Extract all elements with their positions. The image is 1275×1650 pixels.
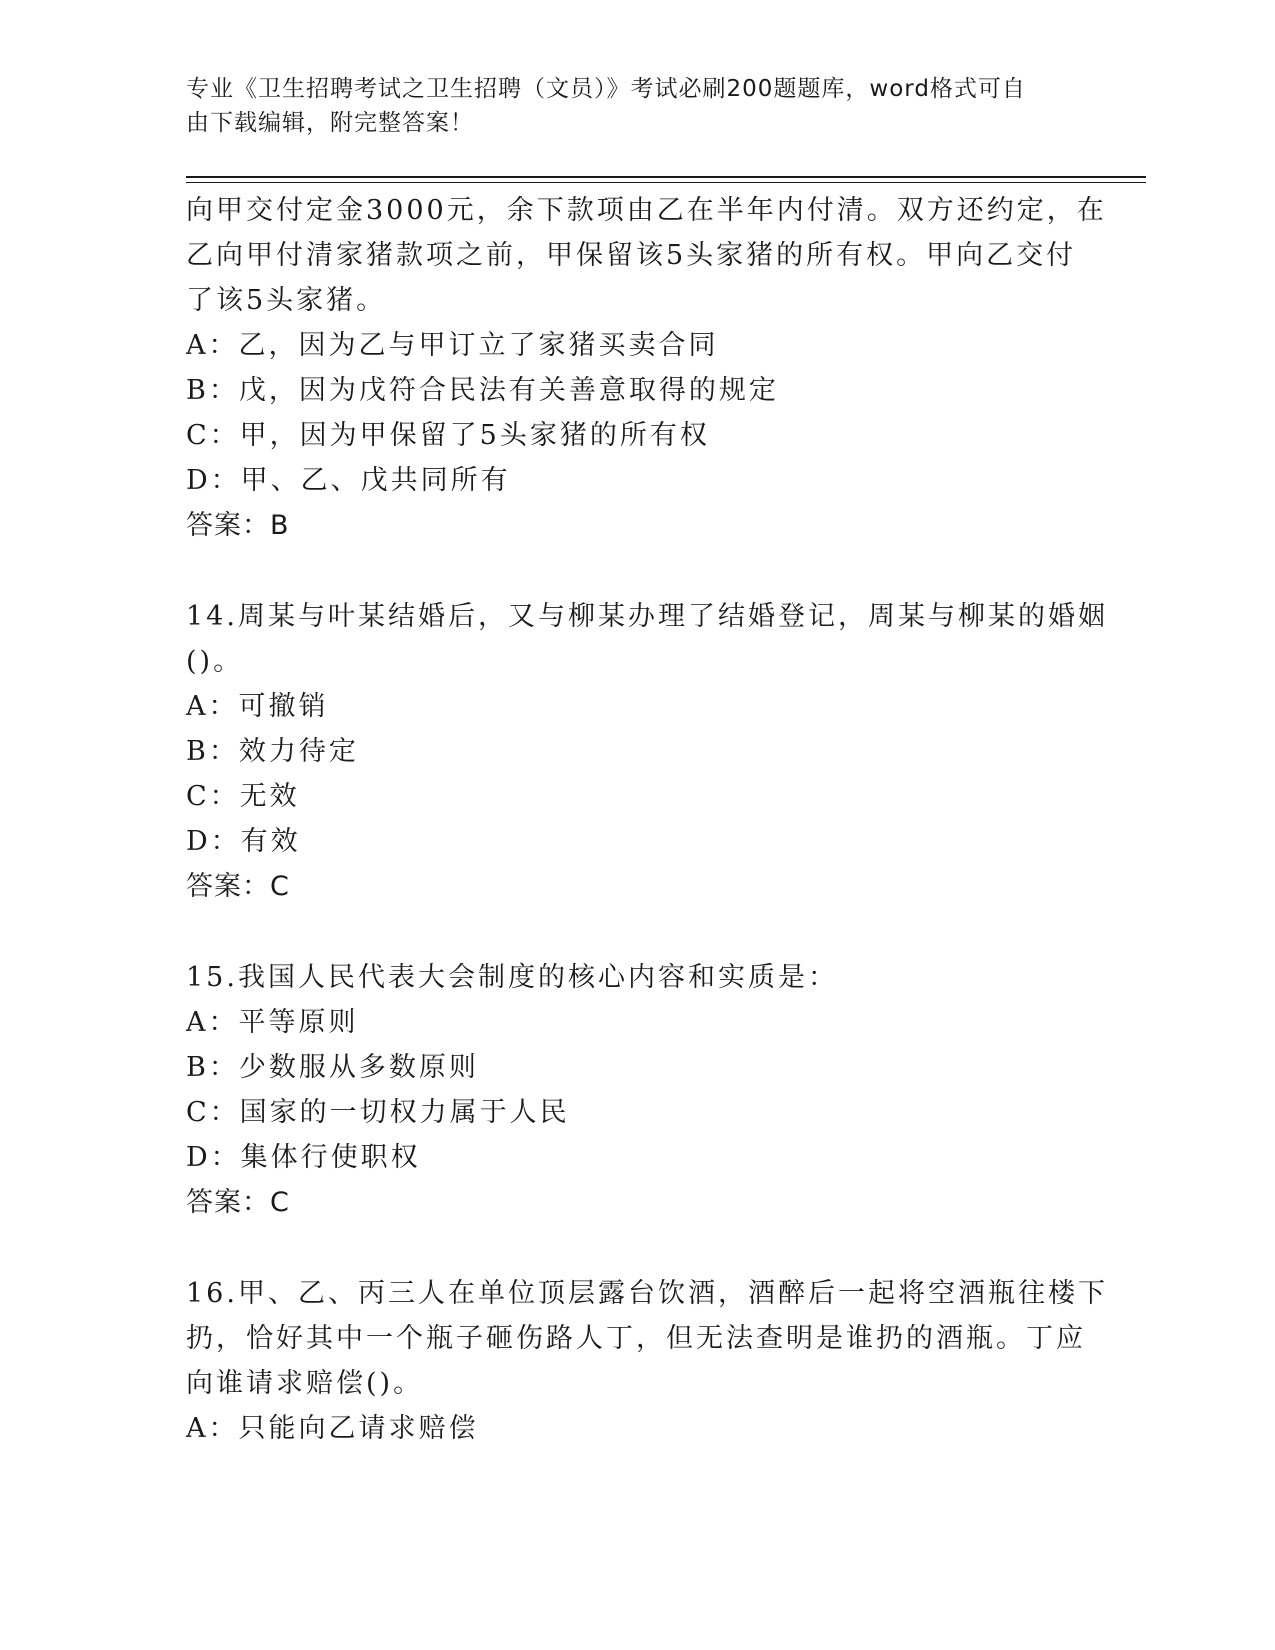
question-stem-line: 16.甲、乙、丙三人在单位顶层露台饮酒，酒醉后一起将空酒瓶往楼下 (186, 1278, 1108, 1309)
option-c: C：国家的一切权力属于人民 (186, 1097, 570, 1128)
answer-label: 答案：B (186, 510, 290, 541)
question-stem-line: 扔，恰好其中一个瓶子砸伤路人丁，但无法查明是谁扔的酒瓶。丁应 (186, 1323, 1086, 1354)
option-a: A：可撤销 (186, 691, 329, 722)
question-16 (186, 1271, 1108, 1451)
question-stem-line: ()。 (186, 646, 244, 677)
option-b: B：少数服从多数原则 (186, 1052, 479, 1083)
option-d: D：集体行使职权 (186, 1142, 421, 1173)
question-stem-line: 了该5头家猪。 (186, 285, 387, 316)
header-line-1: 专业《卫生招聘考试之卫生招聘（文员）》考试必刷200题题库，word格式可自 (186, 76, 1026, 102)
question-stem-line: 15.我国人民代表大会制度的核心内容和实质是： (186, 962, 838, 993)
answer-label: 答案：C (186, 1187, 290, 1218)
document-header (186, 72, 1066, 140)
option-a: A：平等原则 (186, 1007, 359, 1038)
header-line-2: 由下载编辑，附完整答案！ (186, 110, 474, 136)
question-stem-line: 向谁请求赔偿()。 (186, 1368, 424, 1399)
question-stem-line: 向甲交付定金3000元，余下款项由乙在半年内付清。双方还约定，在 (186, 195, 1107, 226)
question-13 (186, 188, 1107, 548)
question-14 (186, 594, 1108, 909)
option-b: B：戊，因为戊符合民法有关善意取得的规定 (186, 375, 779, 406)
header-divider-thick (186, 176, 1146, 178)
question-content (186, 188, 1108, 1451)
question-stem-line: 14.周某与叶某结婚后，又与柳某办理了结婚登记，周某与柳某的婚姻 (186, 601, 1108, 632)
option-d: D：有效 (186, 826, 301, 857)
option-b: B：效力待定 (186, 736, 359, 767)
header-divider-thin (186, 182, 1146, 183)
option-c: C：甲，因为甲保留了5头家猪的所有权 (186, 420, 710, 451)
answer-label: 答案：C (186, 871, 290, 902)
option-d: D：甲、乙、戊共同所有 (186, 465, 511, 496)
option-c: C：无效 (186, 781, 300, 812)
question-stem-line: 乙向甲付清家猪款项之前，甲保留该5头家猪的所有权。甲向乙交付 (186, 240, 1077, 271)
option-a: A：乙，因为乙与甲订立了家猪买卖合同 (186, 330, 719, 361)
question-15 (186, 955, 1086, 1225)
option-a: A：只能向乙请求赔偿 (186, 1413, 479, 1444)
